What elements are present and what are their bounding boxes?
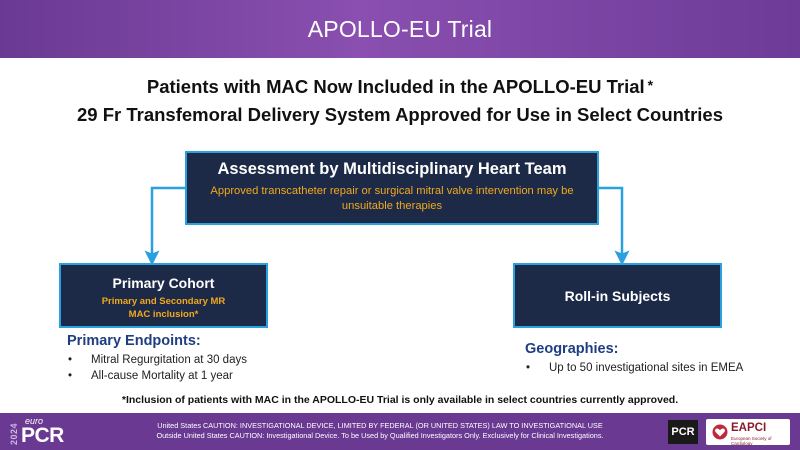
bullet: • [68,370,73,382]
primary-cohort-title: Primary Cohort [112,275,215,291]
primary-endpoints [67,333,247,384]
caution-line-2: Outside United States CAUTION: Investigational Device. To be Used by Qualified Investigators Only. Exclusively for Clinical Investigations. [156,431,604,440]
caution-statement [100,421,660,441]
endpoint-text: Mitral Regurgitation at 30 days [91,354,247,366]
primary-cohort-line-2: MAC inclusion* [128,309,199,320]
headline-line-1 [0,76,800,98]
endpoints-heading: Primary Endpoints: [67,333,201,349]
logo-euro: euro [25,416,44,426]
eapci-subtext: European Society of Cardiology [731,436,772,446]
list-item [67,368,247,384]
connector-left [152,188,185,258]
list-item [525,360,743,376]
bullet: • [526,362,531,374]
endpoint-text: All-cause Mortality at 1 year [91,370,233,382]
connector-right [599,188,622,258]
roll-in-title: Roll-in Subjects [564,287,671,304]
primary-cohort-line-1: Primary and Secondary MR [101,296,226,307]
headline-line-1-text: Patients with MAC Now Included in the APOLLO-EU Trial [146,76,645,97]
eapci-text: EAPCI [731,422,767,434]
title-banner [0,0,800,58]
geography-text: Up to 50 investigational sites in EMEA [549,362,744,374]
assessment-subtitle: Approved transcatheter repair or surgical mitral valve intervention may be unsuitable therapies [210,185,574,212]
geographies [525,341,743,376]
primary-cohort-box [59,263,268,328]
list-item [67,352,247,368]
assessment-box [185,151,599,225]
eapci-logo [706,419,790,445]
caution-line-1: United States CAUTION: INVESTIGATIONAL DEVICE, LIMITED BY FEDERAL (OR UNITED STATES) LAW TO INVESTIGATIONAL USE [157,421,603,430]
heart-icon [712,424,728,440]
footer-bar [0,413,800,450]
geographies-heading: Geographies: [525,341,619,357]
assessment-title: Assessment by Multidisciplinary Heart Team [217,160,567,178]
roll-in-box [513,263,722,328]
logo-year: 2024 [9,422,19,445]
pcr-logo: PCR [668,420,698,444]
europcr-logo: PCR [21,424,64,447]
headline-line-2: 29 Fr Transfemoral Delivery System Approved for Use in Select Countries [76,104,723,125]
footnote: *Inclusion of patients with MAC in the APOLLO-EU Trial is only available in select countries currently approved. [121,394,679,406]
bullet: • [68,354,73,366]
headline-asterisk: * [647,77,654,93]
slide-title: APOLLO-EU Trial [307,15,493,42]
